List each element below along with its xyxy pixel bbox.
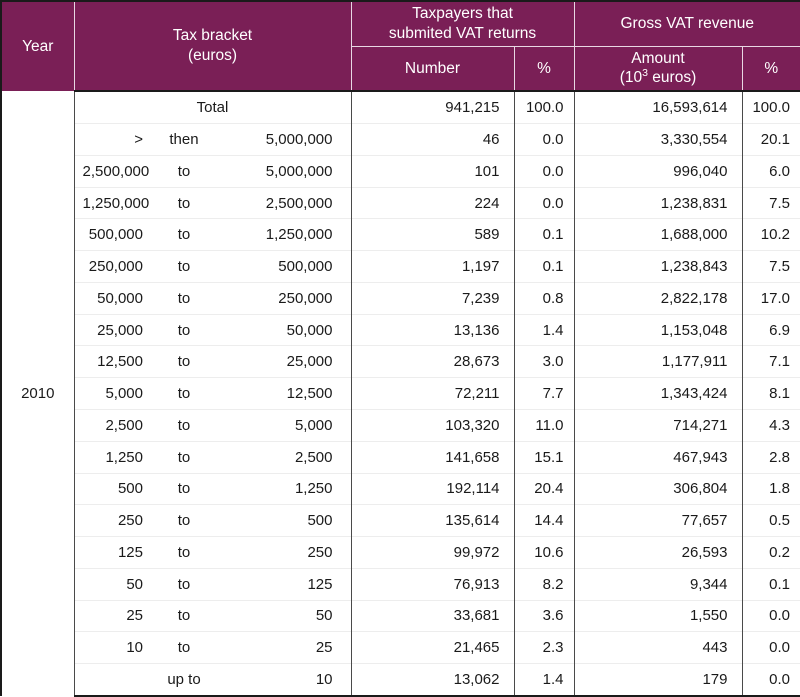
cell-bracket-connector: to [149, 251, 219, 283]
cell-bracket-lower: 25 [74, 600, 149, 632]
header-amount-prefix: (10 [619, 69, 643, 87]
cell-taxpayer-number: 141,658 [351, 441, 514, 473]
cell-bracket-connector: to [149, 537, 219, 569]
cell-taxpayer-number: 192,114 [351, 473, 514, 505]
header-amount-exponent: 3 [642, 67, 648, 80]
table-row [1, 537, 800, 569]
cell-taxpayer-number: 589 [351, 219, 514, 251]
table-header [1, 1, 800, 91]
cell-taxpayer-number: 33,681 [351, 600, 514, 632]
cell-taxpayer-number: 1,197 [351, 251, 514, 283]
cell-taxpayer-number: 941,215 [351, 91, 514, 123]
cell-revenue-amount: 443 [574, 632, 742, 664]
cell-revenue-pct: 4.3 [742, 409, 800, 441]
cell-bracket-upper: 500 [219, 505, 351, 537]
cell-revenue-amount: 3,330,554 [574, 124, 742, 156]
cell-taxpayer-pct: 0.1 [514, 219, 574, 251]
cell-bracket-upper: 10 [219, 664, 351, 696]
cell-bracket-lower: 2,500 [74, 409, 149, 441]
cell-revenue-amount: 2,822,178 [574, 282, 742, 314]
cell-bracket-connector: to [149, 568, 219, 600]
cell-revenue-amount: 1,550 [574, 600, 742, 632]
cell-taxpayer-number: 46 [351, 124, 514, 156]
cell-revenue-pct: 7.5 [742, 251, 800, 283]
cell-revenue-pct: 0.0 [742, 632, 800, 664]
cell-bracket-connector: to [149, 505, 219, 537]
cell-taxpayer-number: 13,136 [351, 314, 514, 346]
cell-revenue-amount: 1,153,048 [574, 314, 742, 346]
cell-taxpayer-pct: 3.0 [514, 346, 574, 378]
table-row [1, 155, 800, 187]
header-tax-bracket-line1: Tax bracket [172, 27, 253, 45]
table-row [1, 124, 800, 156]
table-row [1, 91, 800, 123]
cell-bracket-connector: to [149, 378, 219, 410]
cell-bracket-lower: 2,500,000 [74, 155, 149, 187]
cell-bracket-upper: 1,250,000 [219, 219, 351, 251]
cell-bracket-upper: 1,250 [219, 473, 351, 505]
cell-bracket-connector: to [149, 187, 219, 219]
cell-taxpayer-number: 72,211 [351, 378, 514, 410]
cell-revenue-amount: 1,238,843 [574, 251, 742, 283]
cell-bracket-upper: 125 [219, 568, 351, 600]
cell-revenue-amount: 467,943 [574, 441, 742, 473]
cell-bracket-upper: 25,000 [219, 346, 351, 378]
cell-bracket-lower: 125 [74, 537, 149, 569]
cell-taxpayer-number: 76,913 [351, 568, 514, 600]
cell-bracket-connector: to [149, 409, 219, 441]
cell-revenue-amount: 1,343,424 [574, 378, 742, 410]
table-row [1, 568, 800, 600]
cell-taxpayer-pct: 0.1 [514, 251, 574, 283]
cell-taxpayer-number: 7,239 [351, 282, 514, 314]
cell-bracket-lower: 500,000 [74, 219, 149, 251]
cell-taxpayer-pct: 8.2 [514, 568, 574, 600]
cell-taxpayer-pct: 0.8 [514, 282, 574, 314]
cell-bracket-lower: 250,000 [74, 251, 149, 283]
cell-taxpayer-pct: 100.0 [514, 91, 574, 123]
table-row [1, 664, 800, 696]
cell-taxpayer-number: 103,320 [351, 409, 514, 441]
cell-bracket-connector: to [149, 473, 219, 505]
cell-bracket-upper: 5,000,000 [219, 155, 351, 187]
cell-revenue-pct: 0.0 [742, 664, 800, 696]
cell-bracket-upper: 2,500 [219, 441, 351, 473]
cell-revenue-pct: 0.0 [742, 600, 800, 632]
cell-bracket-lower: > [74, 124, 149, 156]
cell-bracket-lower: 50 [74, 568, 149, 600]
cell-taxpayer-pct: 11.0 [514, 409, 574, 441]
cell-bracket-upper: 50 [219, 600, 351, 632]
cell-bracket-lower: 5,000 [74, 378, 149, 410]
cell-bracket-total: Total [74, 91, 351, 123]
cell-revenue-pct: 20.1 [742, 124, 800, 156]
cell-revenue-pct: 7.1 [742, 346, 800, 378]
header-row-top [1, 1, 800, 46]
cell-bracket-connector: to [149, 441, 219, 473]
cell-bracket-connector: to [149, 282, 219, 314]
header-pct-revenue: % [742, 46, 800, 91]
cell-taxpayer-pct: 14.4 [514, 505, 574, 537]
header-taxpayers-line2: submited VAT returns [388, 24, 537, 42]
cell-bracket-connector: then [149, 124, 219, 156]
cell-bracket-connector: to [149, 219, 219, 251]
cell-taxpayer-pct: 10.6 [514, 537, 574, 569]
header-amount [574, 46, 742, 91]
cell-bracket-lower: 1,250 [74, 441, 149, 473]
cell-bracket-connector: to [149, 314, 219, 346]
cell-revenue-pct: 6.9 [742, 314, 800, 346]
header-amount-suffix: euros) [648, 69, 697, 87]
cell-taxpayer-pct: 15.1 [514, 441, 574, 473]
header-pct-taxpayers: % [514, 46, 574, 91]
cell-revenue-pct: 1.8 [742, 473, 800, 505]
cell-taxpayer-number: 21,465 [351, 632, 514, 664]
table-row [1, 505, 800, 537]
cell-revenue-amount: 26,593 [574, 537, 742, 569]
cell-taxpayer-number: 101 [351, 155, 514, 187]
cell-taxpayer-pct: 1.4 [514, 314, 574, 346]
cell-bracket-upper: 500,000 [219, 251, 351, 283]
cell-bracket-connector: up to [149, 664, 219, 696]
table-row [1, 251, 800, 283]
cell-revenue-pct: 100.0 [742, 91, 800, 123]
cell-taxpayer-pct: 7.7 [514, 378, 574, 410]
cell-taxpayer-pct: 2.3 [514, 632, 574, 664]
cell-bracket-lower: 50,000 [74, 282, 149, 314]
cell-bracket-upper: 250 [219, 537, 351, 569]
cell-taxpayer-pct: 0.0 [514, 124, 574, 156]
cell-taxpayer-number: 224 [351, 187, 514, 219]
table-row [1, 346, 800, 378]
cell-bracket-connector: to [149, 346, 219, 378]
header-tax-bracket-line2: (euros) [187, 47, 238, 65]
cell-revenue-pct: 0.5 [742, 505, 800, 537]
cell-revenue-amount: 9,344 [574, 568, 742, 600]
cell-bracket-upper: 5,000 [219, 409, 351, 441]
table-row [1, 409, 800, 441]
table-row [1, 314, 800, 346]
cell-revenue-amount: 1,238,831 [574, 187, 742, 219]
cell-bracket-upper: 50,000 [219, 314, 351, 346]
table-row [1, 632, 800, 664]
table-row [1, 219, 800, 251]
table-row [1, 473, 800, 505]
cell-revenue-amount: 714,271 [574, 409, 742, 441]
header-amount-line2 [620, 69, 697, 86]
cell-taxpayer-pct: 0.0 [514, 187, 574, 219]
cell-bracket-upper: 25 [219, 632, 351, 664]
table-row [1, 378, 800, 410]
cell-revenue-amount: 179 [574, 664, 742, 696]
cell-revenue-pct: 7.5 [742, 187, 800, 219]
cell-bracket-upper: 2,500,000 [219, 187, 351, 219]
table-row [1, 282, 800, 314]
table-row [1, 441, 800, 473]
cell-taxpayer-pct: 3.6 [514, 600, 574, 632]
cell-taxpayer-pct: 1.4 [514, 664, 574, 696]
cell-revenue-pct: 17.0 [742, 282, 800, 314]
cell-taxpayer-number: 13,062 [351, 664, 514, 696]
cell-revenue-amount: 1,688,000 [574, 219, 742, 251]
header-taxpayers-line1: Taxpayers that [412, 5, 513, 22]
cell-taxpayer-number: 135,614 [351, 505, 514, 537]
cell-bracket-lower: 500 [74, 473, 149, 505]
cell-revenue-pct: 8.1 [742, 378, 800, 410]
cell-bracket-connector: to [149, 600, 219, 632]
cell-bracket-lower: 1,250,000 [74, 187, 149, 219]
header-gross-vat-revenue-group: Gross VAT revenue [574, 1, 800, 46]
cell-bracket-connector: to [149, 155, 219, 187]
cell-revenue-pct: 0.2 [742, 537, 800, 569]
cell-revenue-amount: 16,593,614 [574, 91, 742, 123]
cell-bracket-connector: to [149, 632, 219, 664]
cell-bracket-lower: 12,500 [74, 346, 149, 378]
table-row [1, 600, 800, 632]
header-taxpayers-group [351, 1, 574, 46]
header-year: Year [1, 1, 74, 91]
cell-taxpayer-number: 28,673 [351, 346, 514, 378]
header-tax-bracket [74, 1, 351, 91]
table-body [1, 91, 800, 696]
cell-taxpayer-pct: 0.0 [514, 155, 574, 187]
cell-bracket-upper: 250,000 [219, 282, 351, 314]
cell-bracket-lower [74, 664, 149, 696]
cell-revenue-pct: 2.8 [742, 441, 800, 473]
cell-revenue-pct: 0.1 [742, 568, 800, 600]
header-amount-line1: Amount [631, 49, 685, 67]
cell-taxpayer-pct: 20.4 [514, 473, 574, 505]
cell-revenue-amount: 77,657 [574, 505, 742, 537]
cell-revenue-amount: 1,177,911 [574, 346, 742, 378]
table-row [1, 187, 800, 219]
cell-taxpayer-number: 99,972 [351, 537, 514, 569]
cell-revenue-pct: 6.0 [742, 155, 800, 187]
cell-bracket-lower: 25,000 [74, 314, 149, 346]
cell-bracket-upper: 5,000,000 [219, 124, 351, 156]
cell-revenue-amount: 996,040 [574, 155, 742, 187]
cell-bracket-upper: 12,500 [219, 378, 351, 410]
cell-revenue-pct: 10.2 [742, 219, 800, 251]
cell-revenue-amount: 306,804 [574, 473, 742, 505]
cell-bracket-lower: 10 [74, 632, 149, 664]
cell-year: 2010 [1, 91, 74, 696]
cell-bracket-lower: 250 [74, 505, 149, 537]
header-number: Number [351, 46, 514, 91]
